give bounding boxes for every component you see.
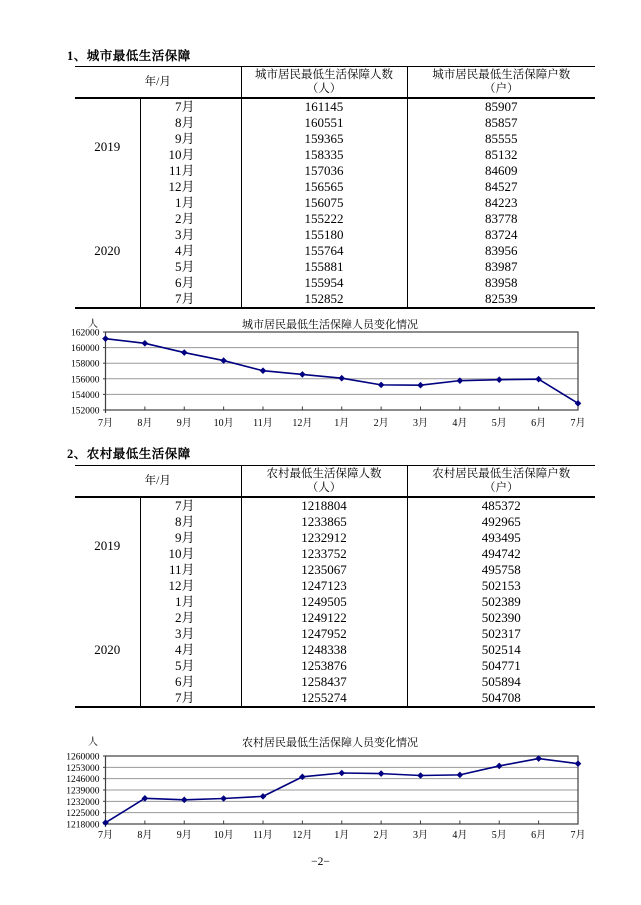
- data-point-marker: [338, 770, 345, 777]
- urban-persons-header-unit: （人）: [306, 83, 342, 95]
- y-tick-label: 156000: [71, 375, 100, 386]
- households-cell: 83778: [407, 211, 595, 227]
- households-cell: 82539: [407, 291, 595, 308]
- persons-cell: 1247952: [241, 626, 407, 642]
- y-tick-label: 162000: [71, 328, 100, 339]
- persons-cell: 158335: [241, 147, 407, 163]
- persons-cell: 1247123: [241, 578, 407, 594]
- persons-cell: 155881: [241, 259, 407, 275]
- persons-cell: 1232912: [241, 530, 407, 546]
- x-tick-label: 2月: [373, 830, 389, 841]
- month-cell: 3月: [140, 227, 241, 243]
- urban-section-heading: 1、城市最低生活保障: [67, 49, 191, 63]
- persons-cell: 1253876: [241, 658, 407, 674]
- data-point-marker: [378, 770, 385, 777]
- x-tick-label: 9月: [176, 418, 192, 429]
- x-tick-label: 9月: [176, 830, 192, 841]
- x-tick-label: 7月: [570, 418, 586, 429]
- x-tick-label: 8月: [137, 418, 153, 429]
- persons-cell: 155954: [241, 275, 407, 291]
- table-row: [75, 147, 595, 163]
- rural-households-header-title: 农村居民最低生活保障户数: [432, 468, 571, 480]
- rural-households-header-unit: （户）: [484, 482, 519, 494]
- persons-cell: 152852: [241, 291, 407, 308]
- table-row: [75, 674, 595, 690]
- line-chart-svg: [60, 315, 595, 433]
- data-point-marker: [575, 760, 582, 767]
- table-row: [75, 227, 595, 243]
- table-row: [75, 642, 595, 658]
- month-cell: 7月: [140, 690, 241, 707]
- households-cell: 85857: [407, 115, 595, 131]
- year-cell: 2020: [94, 642, 121, 657]
- table-row: [75, 163, 595, 179]
- households-cell: 493495: [407, 530, 595, 546]
- x-tick-label: 11月: [253, 418, 273, 429]
- line-chart-svg: [60, 733, 595, 851]
- households-cell: 492965: [407, 514, 595, 530]
- households-cell: 85132: [407, 147, 595, 163]
- x-tick-label: 7月: [98, 418, 113, 429]
- y-axis-unit-label: 人: [88, 319, 98, 330]
- households-cell: 502317: [407, 626, 595, 642]
- data-point-marker: [496, 376, 503, 383]
- month-cell: 2月: [140, 211, 241, 227]
- urban-table: [75, 66, 595, 309]
- urban-table-header-row: [75, 67, 595, 99]
- month-cell: 6月: [140, 674, 241, 690]
- month-cell: 4月: [140, 642, 241, 658]
- table-row: [75, 626, 595, 642]
- y-tick-label: 1218000: [66, 820, 100, 831]
- y-tick-label: 1232000: [66, 797, 100, 808]
- persons-cell: 155180: [241, 227, 407, 243]
- rural-table-header-row: [75, 466, 595, 498]
- households-cell: 83724: [407, 227, 595, 243]
- y-tick-label: 160000: [71, 344, 100, 355]
- data-point-marker: [457, 772, 464, 779]
- rural-section-heading: 2、农村最低生活保障: [67, 447, 191, 461]
- table-row: [75, 610, 595, 626]
- y-axis-unit-label: 人: [88, 737, 98, 748]
- persons-cell: 1255274: [241, 690, 407, 707]
- x-tick-label: 7月: [570, 830, 586, 841]
- chart-title: 城市居民最低生活保障人员变化情况: [242, 319, 418, 331]
- x-tick-label: 10月: [213, 418, 234, 429]
- month-cell: 1月: [140, 594, 241, 610]
- month-cell: 11月: [140, 562, 241, 578]
- persons-cell: 160551: [241, 115, 407, 131]
- month-cell: 2月: [140, 610, 241, 626]
- data-point-marker: [338, 375, 345, 382]
- x-tick-label: 4月: [452, 830, 468, 841]
- table-row: [75, 131, 595, 147]
- month-cell: 1月: [140, 195, 241, 211]
- year-cell: 2019: [94, 139, 121, 154]
- data-point-marker: [181, 349, 188, 356]
- x-tick-label: 10月: [213, 830, 234, 841]
- persons-cell: 1218804: [241, 497, 407, 514]
- table-row: [75, 211, 595, 227]
- x-tick-label: 6月: [531, 830, 547, 841]
- plot-frame: [106, 332, 579, 410]
- month-cell: 3月: [140, 626, 241, 642]
- households-cell: 83958: [407, 275, 595, 291]
- year-month-header: 年/月: [75, 67, 241, 99]
- x-tick-label: 4月: [452, 418, 468, 429]
- table-row: [75, 562, 595, 578]
- rural-persons-header-unit: （人）: [306, 482, 342, 494]
- persons-cell: 156075: [241, 195, 407, 211]
- y-tick-label: 152000: [71, 406, 100, 417]
- month-cell: 9月: [140, 131, 241, 147]
- persons-cell: 1233865: [241, 514, 407, 530]
- y-tick-label: 1253000: [66, 763, 100, 774]
- households-cell: 502389: [407, 594, 595, 610]
- month-cell: 5月: [140, 658, 241, 674]
- data-point-marker: [181, 797, 188, 804]
- month-cell: 7月: [140, 291, 241, 308]
- x-tick-label: 8月: [137, 830, 153, 841]
- month-cell: 6月: [140, 275, 241, 291]
- y-tick-label: 1225000: [66, 809, 100, 820]
- y-tick-label: 154000: [71, 390, 100, 401]
- households-cell: 494742: [407, 546, 595, 562]
- persons-cell: 155222: [241, 211, 407, 227]
- data-point-marker: [417, 382, 424, 389]
- data-point-marker: [102, 335, 109, 342]
- month-cell: 9月: [140, 530, 241, 546]
- x-tick-label: 3月: [413, 418, 428, 429]
- month-cell: 7月: [140, 497, 241, 514]
- x-tick-label: 11月: [253, 830, 273, 841]
- rural-table: [75, 465, 595, 708]
- persons-cell: 1249505: [241, 594, 407, 610]
- y-tick-label: 1246000: [66, 775, 100, 786]
- y-tick-label: 158000: [71, 359, 100, 370]
- month-cell: 10月: [140, 147, 241, 163]
- page-number: −2−: [311, 856, 330, 868]
- households-cell: 502153: [407, 578, 595, 594]
- rural-trend-chart: [60, 733, 595, 851]
- households-cell: 505894: [407, 674, 595, 690]
- x-tick-label: 2月: [373, 418, 389, 429]
- persons-cell: 156565: [241, 179, 407, 195]
- month-cell: 5月: [140, 259, 241, 275]
- table-row: [75, 195, 595, 211]
- persons-cell: 157036: [241, 163, 407, 179]
- households-cell: 84223: [407, 195, 595, 211]
- table-row: [75, 530, 595, 546]
- persons-cell: 155764: [241, 243, 407, 259]
- month-cell: 8月: [140, 514, 241, 530]
- year-cell: 2020: [94, 243, 121, 258]
- x-tick-label: 3月: [413, 830, 428, 841]
- month-cell: 8月: [140, 115, 241, 131]
- data-point-marker: [260, 367, 267, 374]
- urban-trend-chart: [60, 315, 595, 433]
- x-tick-label: 7月: [98, 830, 113, 841]
- table-row: [75, 98, 595, 115]
- table-row: [75, 179, 595, 195]
- table-row: [75, 546, 595, 562]
- rural-households-header: [407, 466, 595, 498]
- data-point-marker: [417, 772, 424, 779]
- rural-persons-header: [241, 466, 407, 498]
- table-row: [75, 115, 595, 131]
- data-point-marker: [378, 382, 385, 389]
- urban-households-header-unit: （户）: [484, 83, 519, 95]
- x-tick-label: 6月: [531, 418, 547, 429]
- persons-cell: 159365: [241, 131, 407, 147]
- month-cell: 12月: [140, 179, 241, 195]
- month-cell: 4月: [140, 243, 241, 259]
- persons-cell: 1233752: [241, 546, 407, 562]
- households-cell: 84609: [407, 163, 595, 179]
- data-point-marker: [260, 793, 267, 800]
- x-tick-label: 1月: [334, 418, 350, 429]
- x-tick-label: 5月: [491, 830, 507, 841]
- households-cell: 85907: [407, 98, 595, 115]
- rural-persons-header-title: 农村最低生活保障人数: [266, 468, 382, 480]
- households-cell: 504771: [407, 658, 595, 674]
- table-row: [75, 658, 595, 674]
- data-point-marker: [299, 371, 306, 378]
- persons-cell: 161145: [241, 98, 407, 115]
- persons-cell: 1249122: [241, 610, 407, 626]
- households-cell: 83987: [407, 259, 595, 275]
- persons-cell: 1258437: [241, 674, 407, 690]
- households-cell: 84527: [407, 179, 595, 195]
- data-point-marker: [142, 340, 149, 347]
- urban-persons-header: [241, 67, 407, 99]
- table-row: [75, 259, 595, 275]
- households-cell: 504708: [407, 690, 595, 707]
- x-tick-label: 12月: [292, 830, 313, 841]
- households-cell: 502514: [407, 642, 595, 658]
- table-row: [75, 275, 595, 291]
- table-row: [75, 514, 595, 530]
- persons-cell: 1248338: [241, 642, 407, 658]
- table-row: [75, 497, 595, 514]
- table-row: [75, 291, 595, 308]
- urban-households-header-title: 城市居民最低生活保障户数: [432, 69, 571, 81]
- table-row: [75, 578, 595, 594]
- data-point-marker: [496, 763, 503, 770]
- y-tick-label: 1260000: [66, 752, 100, 763]
- month-cell: 10月: [140, 546, 241, 562]
- households-cell: 485372: [407, 497, 595, 514]
- urban-persons-header-title: 城市居民最低生活保障人数: [255, 69, 394, 81]
- x-tick-label: 1月: [334, 830, 350, 841]
- year-month-header: 年/月: [75, 466, 241, 498]
- table-row: [75, 594, 595, 610]
- urban-households-header: [407, 67, 595, 99]
- x-tick-label: 12月: [292, 418, 313, 429]
- households-cell: 85555: [407, 131, 595, 147]
- chart-title: 农村居民最低生活保障人员变化情况: [242, 737, 418, 749]
- households-cell: 495758: [407, 562, 595, 578]
- households-cell: 502390: [407, 610, 595, 626]
- data-point-marker: [220, 795, 227, 802]
- month-cell: 12月: [140, 578, 241, 594]
- table-row: [75, 690, 595, 707]
- x-tick-label: 5月: [491, 418, 507, 429]
- year-cell: 2019: [94, 538, 121, 553]
- y-tick-label: 1239000: [66, 786, 100, 797]
- data-line: [106, 339, 579, 404]
- persons-cell: 1235067: [241, 562, 407, 578]
- month-cell: 7月: [140, 98, 241, 115]
- month-cell: 11月: [140, 163, 241, 179]
- households-cell: 83956: [407, 243, 595, 259]
- table-row: [75, 243, 595, 259]
